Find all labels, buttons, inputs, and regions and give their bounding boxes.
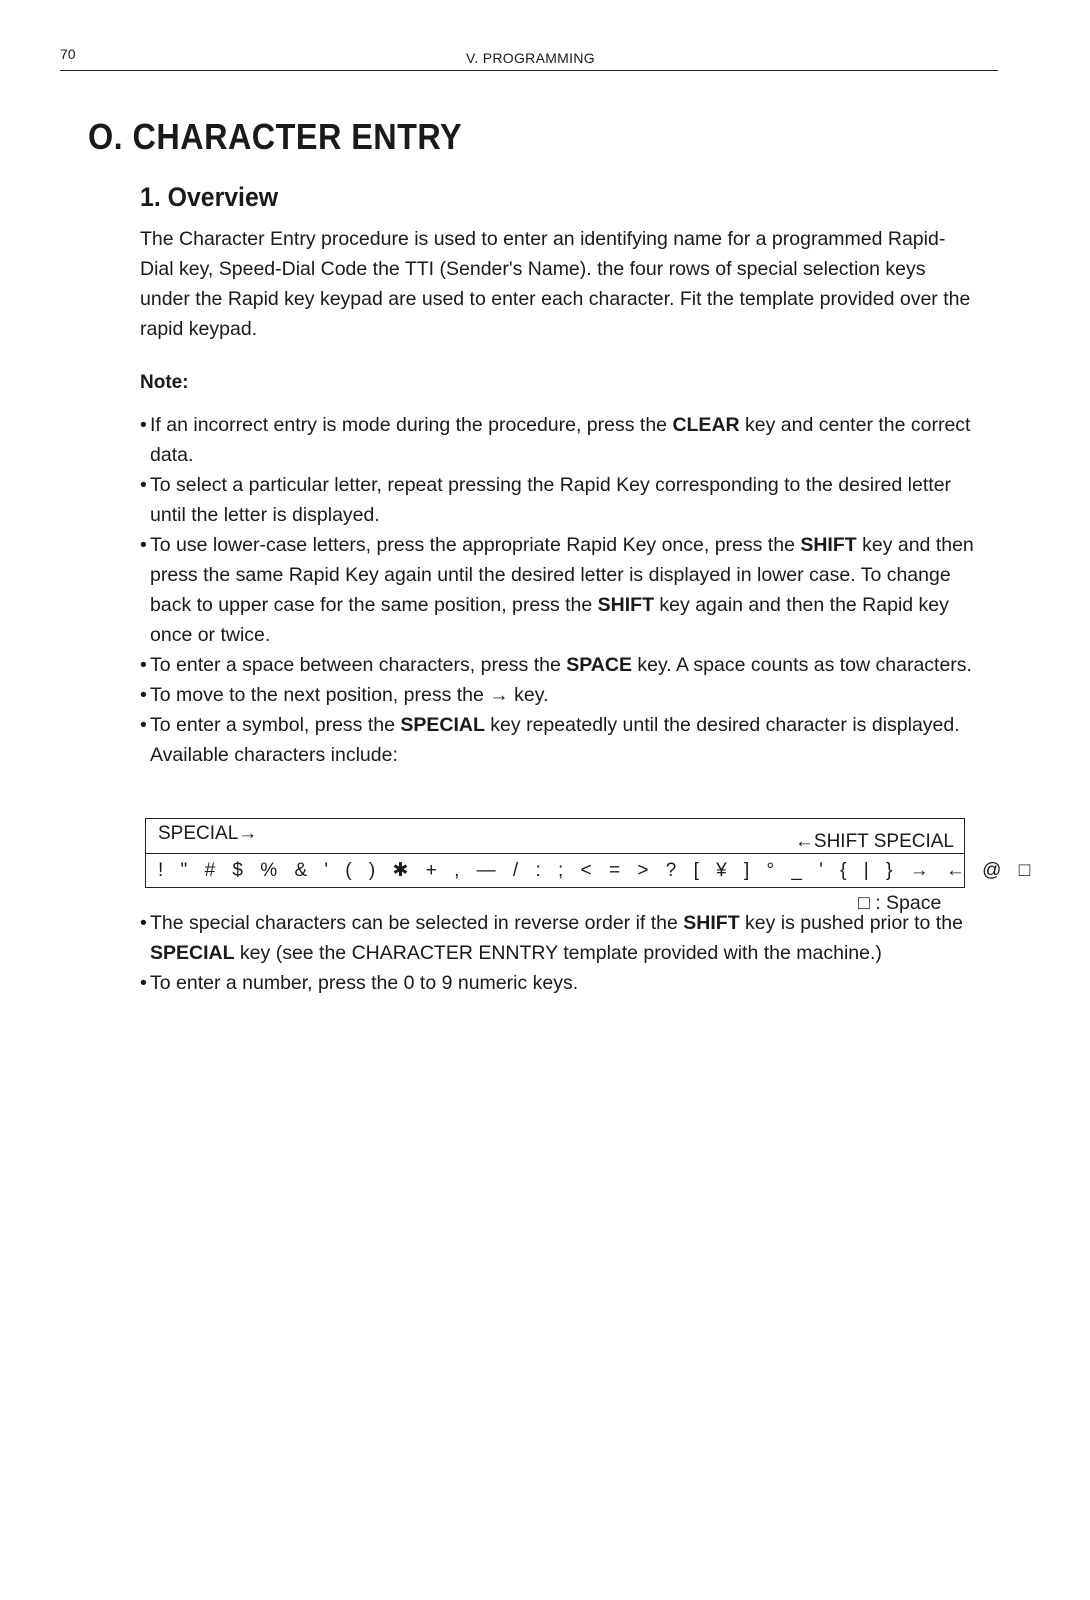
space-legend: □ : Space	[858, 892, 942, 914]
bullet-dot: •	[140, 684, 147, 706]
additional-bullet-list	[140, 908, 975, 998]
intro-paragraph: The Character Entry procedure is used to enter an identifying name for a programmed Rapid-Dial key, Speed-Dial Code the TTI (Sender's Name). the four rows of special selection keys under the Rapid key keypad are used to enter each character. Fit the template provided over the rapid keypad.	[140, 228, 971, 340]
page-header	[60, 44, 998, 71]
bullet-dot: •	[140, 534, 147, 556]
note-bullet: • To enter a number, press the 0 to 9 numeric keys.	[140, 968, 975, 998]
note-label: Note:	[140, 372, 189, 393]
note-bullet: • To move to the next position, press the → key.	[140, 680, 975, 710]
special-characters-template	[145, 818, 1037, 888]
special-characters-row: ! " # $ % & ' ( ) ✱ + , — / : ; < = > ? [ ¥ ] ° _ ' { | } → ← @ □	[158, 860, 1037, 881]
bullet-dot: •	[140, 414, 147, 436]
bullet-dot: •	[140, 912, 147, 934]
bullet-dot: •	[140, 474, 147, 496]
bullet-dot: •	[140, 714, 147, 736]
page-number: 70	[60, 46, 76, 62]
note-bullet: • To select a particular letter, repeat pressing the Rapid Key corresponding to the desired letter until the letter is displayed.	[140, 470, 975, 530]
section-title: O. CHARACTER ENTRY	[88, 116, 463, 157]
bullet-dot: •	[140, 654, 147, 676]
note-bullet: • If an incorrect entry is mode during the procedure, press the CLEAR key and center the correct data.	[140, 410, 975, 470]
note-bullet: • To enter a symbol, press the SPECIAL key repeatedly until the desired character is displayed. Available characters include:	[140, 710, 975, 770]
shift-special-reverse-label: ←SHIFT SPECIAL	[794, 831, 954, 852]
special-template-header-row	[146, 819, 964, 854]
note-bullet-list	[140, 410, 975, 770]
special-forward-label: SPECIAL→	[158, 823, 258, 844]
bullet-dot: •	[140, 972, 147, 994]
note-bullet: • To use lower-case letters, press the appropriate Rapid Key once, press the SHIFT key and then press the same Rapid Key again until the desired letter is displayed in lower case. To change back to upper case for the same position, press the SHIFT key again and then the Rapid key once or twice.	[140, 530, 975, 650]
subsection-title: 1. Overview	[140, 182, 279, 212]
note-bullet: • The special characters can be selected in reverse order if the SHIFT key is pushed prior to the SPECIAL key (see the CHARACTER ENNTRY template provided with the machine.)	[140, 908, 975, 968]
running-head: V. PROGRAMMING	[466, 50, 595, 66]
note-bullet: • To enter a space between characters, press the SPACE key. A space counts as tow characters.	[140, 650, 975, 680]
